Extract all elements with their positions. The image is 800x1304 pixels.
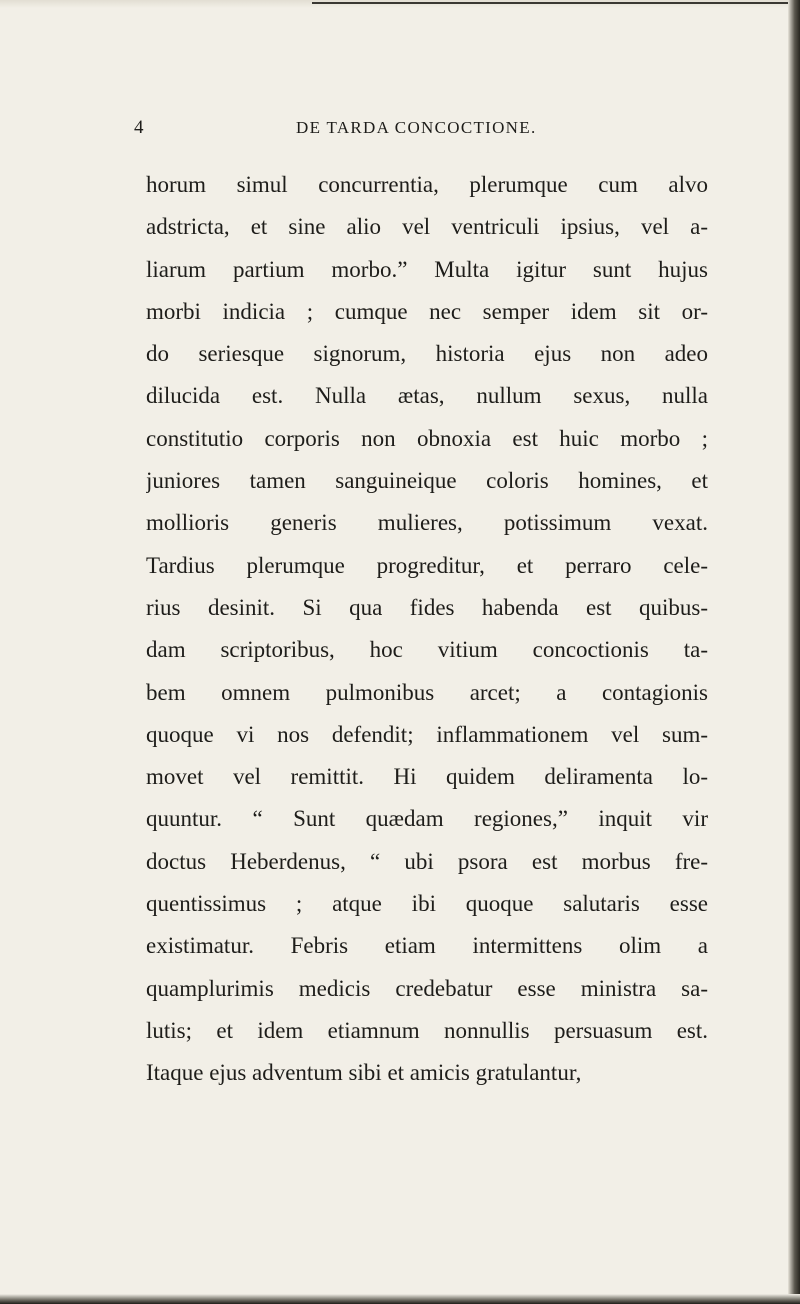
body-text	[146, 164, 708, 1095]
text-line: do seriesque signorum, historia ejus non adeo	[146, 341, 708, 367]
text-line: quamplurimis medicis credebatur esse ministra sa-	[146, 975, 708, 1001]
text-line: adstricta, et sine alio vel ventriculi ipsius, vel a-	[146, 214, 708, 240]
text-line: horum simul concurrentia, plerumque cum alvo	[146, 172, 708, 197]
text-line: liarum partium morbo.” Multa igitur sunt hujus	[146, 256, 708, 282]
text-line: lutis; et idem etiamnum nonnullis persuasum est.	[146, 1017, 708, 1043]
page-header	[134, 115, 714, 141]
text-line: doctus Heberdenus, “ ubi psora est morbus fre-	[146, 848, 708, 874]
text-line: constitutio corporis non obnoxia est huic morbo ;	[146, 425, 708, 451]
text-line: Tardius plerumque progreditur, et perraro cele-	[146, 552, 708, 578]
page-bottom-edge	[0, 1294, 800, 1304]
text-line: dilucida est. Nulla ætas, nullum sexus, nulla	[146, 383, 708, 409]
text-line: mollioris generis mulieres, potissimum vexat.	[146, 510, 708, 536]
text-line: existimatur. Febris etiam intermittens olim a	[146, 933, 708, 959]
page-top-rule	[312, 2, 792, 4]
text-line: morbi indicia ; cumque nec semper idem sit or-	[146, 298, 708, 324]
text-line: rius desinit. Si qua fides habenda est quibus-	[146, 594, 708, 620]
running-title: DE TARDA CONCOCTIONE.	[296, 118, 537, 137]
page-right-edge	[788, 0, 800, 1304]
text-line: bem omnem pulmonibus arcet; a contagionis	[146, 679, 708, 705]
page-number: 4	[134, 117, 144, 138]
text-line: quuntur. “ Sunt quædam regiones,” inquit vir	[146, 806, 708, 832]
text-line: juniores tamen sanguineique coloris homines, et	[146, 468, 708, 494]
text-line: quoque vi nos defendit; inflammationem vel sum-	[146, 721, 708, 747]
text-line: dam scriptoribus, hoc vitium concoctionis ta-	[146, 637, 708, 663]
text-line: Itaque ejus adventum sibi et amicis gratulantur,	[146, 1060, 582, 1086]
text-line: quentissimus ; atque ibi quoque salutaris esse	[146, 891, 708, 917]
text-line: movet vel remittit. Hi quidem deliramenta lo-	[146, 764, 708, 790]
